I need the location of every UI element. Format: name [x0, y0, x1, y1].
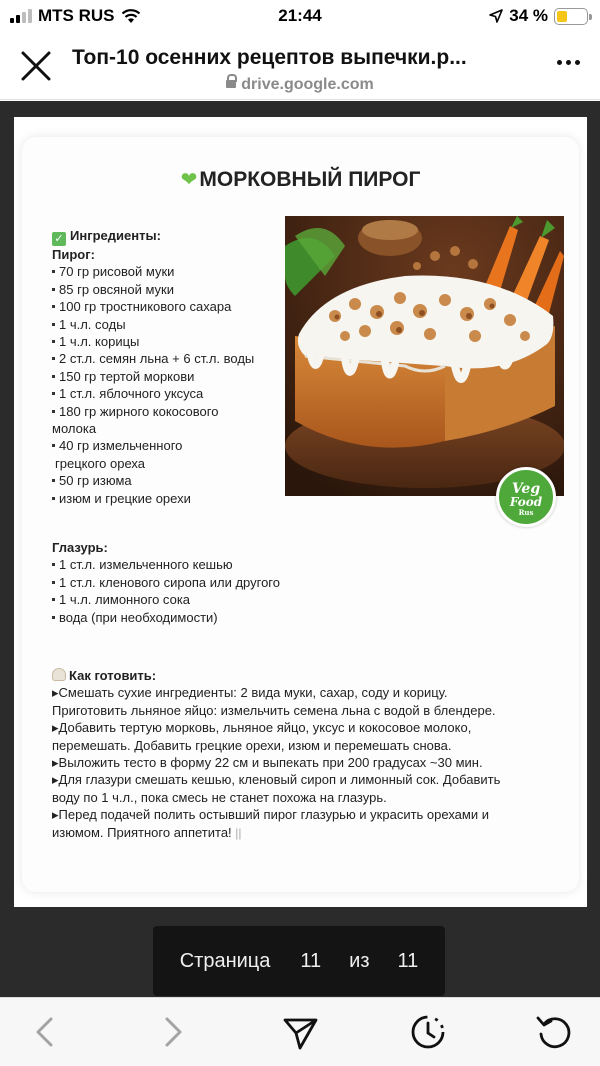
carrot-cake-photo: [285, 216, 564, 496]
url-text: drive.google.com: [241, 76, 374, 93]
share-icon: [280, 1012, 320, 1052]
list-item: 2 ст.л. семян льна + 6 ст.л. воды: [52, 350, 292, 367]
battery-icon: [554, 8, 588, 25]
list-item-continued: молока: [52, 421, 97, 437]
method-line: ▸Перед подачей полить остывший пирог глазурью и украсить орехами и: [52, 807, 489, 823]
lock-icon: [226, 80, 236, 88]
method-line: ▸Выложить тесто в форму 22 см и выпекать при 200 градусах ~30 мин.: [52, 755, 483, 771]
bottom-toolbar: [0, 997, 600, 1066]
carrier-label: MTS RUS: [38, 6, 115, 25]
list-item: 1 ч.л. корицы: [52, 333, 292, 350]
chef-icon: [52, 668, 66, 681]
list-item: 150 гр тертой моркови: [52, 368, 292, 385]
method-line: воду по 1 ч.л., пока смесь не станет похожа на глазурь.: [52, 789, 387, 805]
list-item: 1 ст.л. измельченного кешью: [52, 556, 352, 573]
page-indicator: [153, 926, 445, 996]
list-item: 1 ч.л. соды: [52, 316, 292, 333]
method-section: [52, 667, 562, 842]
list-item: 1 ч.л. лимонного сока: [52, 591, 352, 608]
vegfood-logo: [496, 467, 556, 527]
method-line: ▸Для глазури смешать кешью, кленовый сироп и лимонный сок. Добавить: [52, 772, 501, 788]
list-item: вода (при необходимости): [52, 609, 352, 626]
logo-line: Veg: [511, 481, 541, 497]
recipe-card: [22, 137, 579, 892]
recipe-title: [22, 167, 579, 192]
more-icon: [557, 60, 562, 65]
logo-line: Rus: [518, 508, 534, 517]
battery-percent: 34 %: [509, 6, 548, 25]
history-button[interactable]: [408, 1012, 448, 1052]
checkmark-icon: ✓: [52, 232, 66, 246]
list-item-continued: грецкого ореха: [55, 455, 145, 471]
method-line: Приготовить льняное яйцо: измельчить семена льна с водой в блендере.: [52, 702, 496, 718]
list-item: 50 гр изюма: [52, 472, 292, 489]
page-of: из: [349, 949, 370, 972]
list-item: 180 гр жирного кокосового: [52, 403, 292, 420]
url-label: [0, 76, 600, 94]
list-item: изюм и грецкие орехи: [52, 490, 292, 507]
chevron-right-icon: [152, 1012, 192, 1052]
current-page: 11: [300, 949, 322, 972]
glaze-section: [52, 539, 352, 626]
forward-button[interactable]: [152, 1012, 192, 1052]
share-button[interactable]: [280, 1012, 320, 1052]
list-item: 1 ст.л. яблочного уксуса: [52, 385, 292, 402]
pie-heading: Пирог:: [52, 247, 95, 262]
chevron-left-icon: [26, 1012, 66, 1052]
total-pages: 11: [397, 949, 419, 972]
document-page: [14, 117, 587, 907]
back-button[interactable]: [26, 1012, 66, 1052]
reload-button[interactable]: [534, 1012, 574, 1052]
reload-icon: [534, 1012, 574, 1052]
history-icon: [408, 1012, 448, 1052]
fork-knife-icon: ||: [235, 825, 242, 840]
browser-header: [0, 34, 600, 100]
ingredients-heading: Ингредиенты:: [70, 228, 161, 243]
recipe-title-text: МОРКОВНЫЙ ПИРОГ: [199, 168, 421, 191]
method-line: перемешать. Добавить грецкие орехи, изюм и перемешать снова.: [52, 737, 452, 753]
ingredients-section: [52, 227, 292, 507]
method-line: ▸Добавить тертую морковь, льняное яйцо, уксус и кокосовое молоко,: [52, 720, 472, 736]
status-bar: [0, 0, 600, 34]
document-title: Топ-10 осенних рецептов выпечки.р...: [72, 46, 467, 69]
glaze-heading: Глазурь:: [52, 540, 108, 555]
more-button[interactable]: [557, 60, 580, 65]
method-line: ▸Смешать сухие ингредиенты: 2 вида муки, сахар, соду и корицу.: [52, 685, 448, 701]
list-item: 100 гр тростникового сахара: [52, 298, 292, 315]
clock: 21:44: [278, 6, 322, 25]
list-item: 40 гр измельченного: [52, 437, 292, 454]
green-heart-icon: ❤: [180, 169, 198, 191]
list-item: 70 гр рисовой муки: [52, 263, 292, 280]
list-item: 1 ст.л. кленового сиропа или другого: [52, 574, 352, 591]
method-line: изюмом. Приятного аппетита!: [52, 824, 232, 840]
method-heading: Как готовить:: [69, 668, 157, 683]
document-viewer[interactable]: [0, 101, 600, 997]
logo-line: Food: [509, 495, 543, 509]
list-item: 85 гр овсяной муки: [52, 281, 292, 298]
location-arrow-icon: [489, 9, 503, 23]
page-label: Страница: [179, 949, 271, 972]
